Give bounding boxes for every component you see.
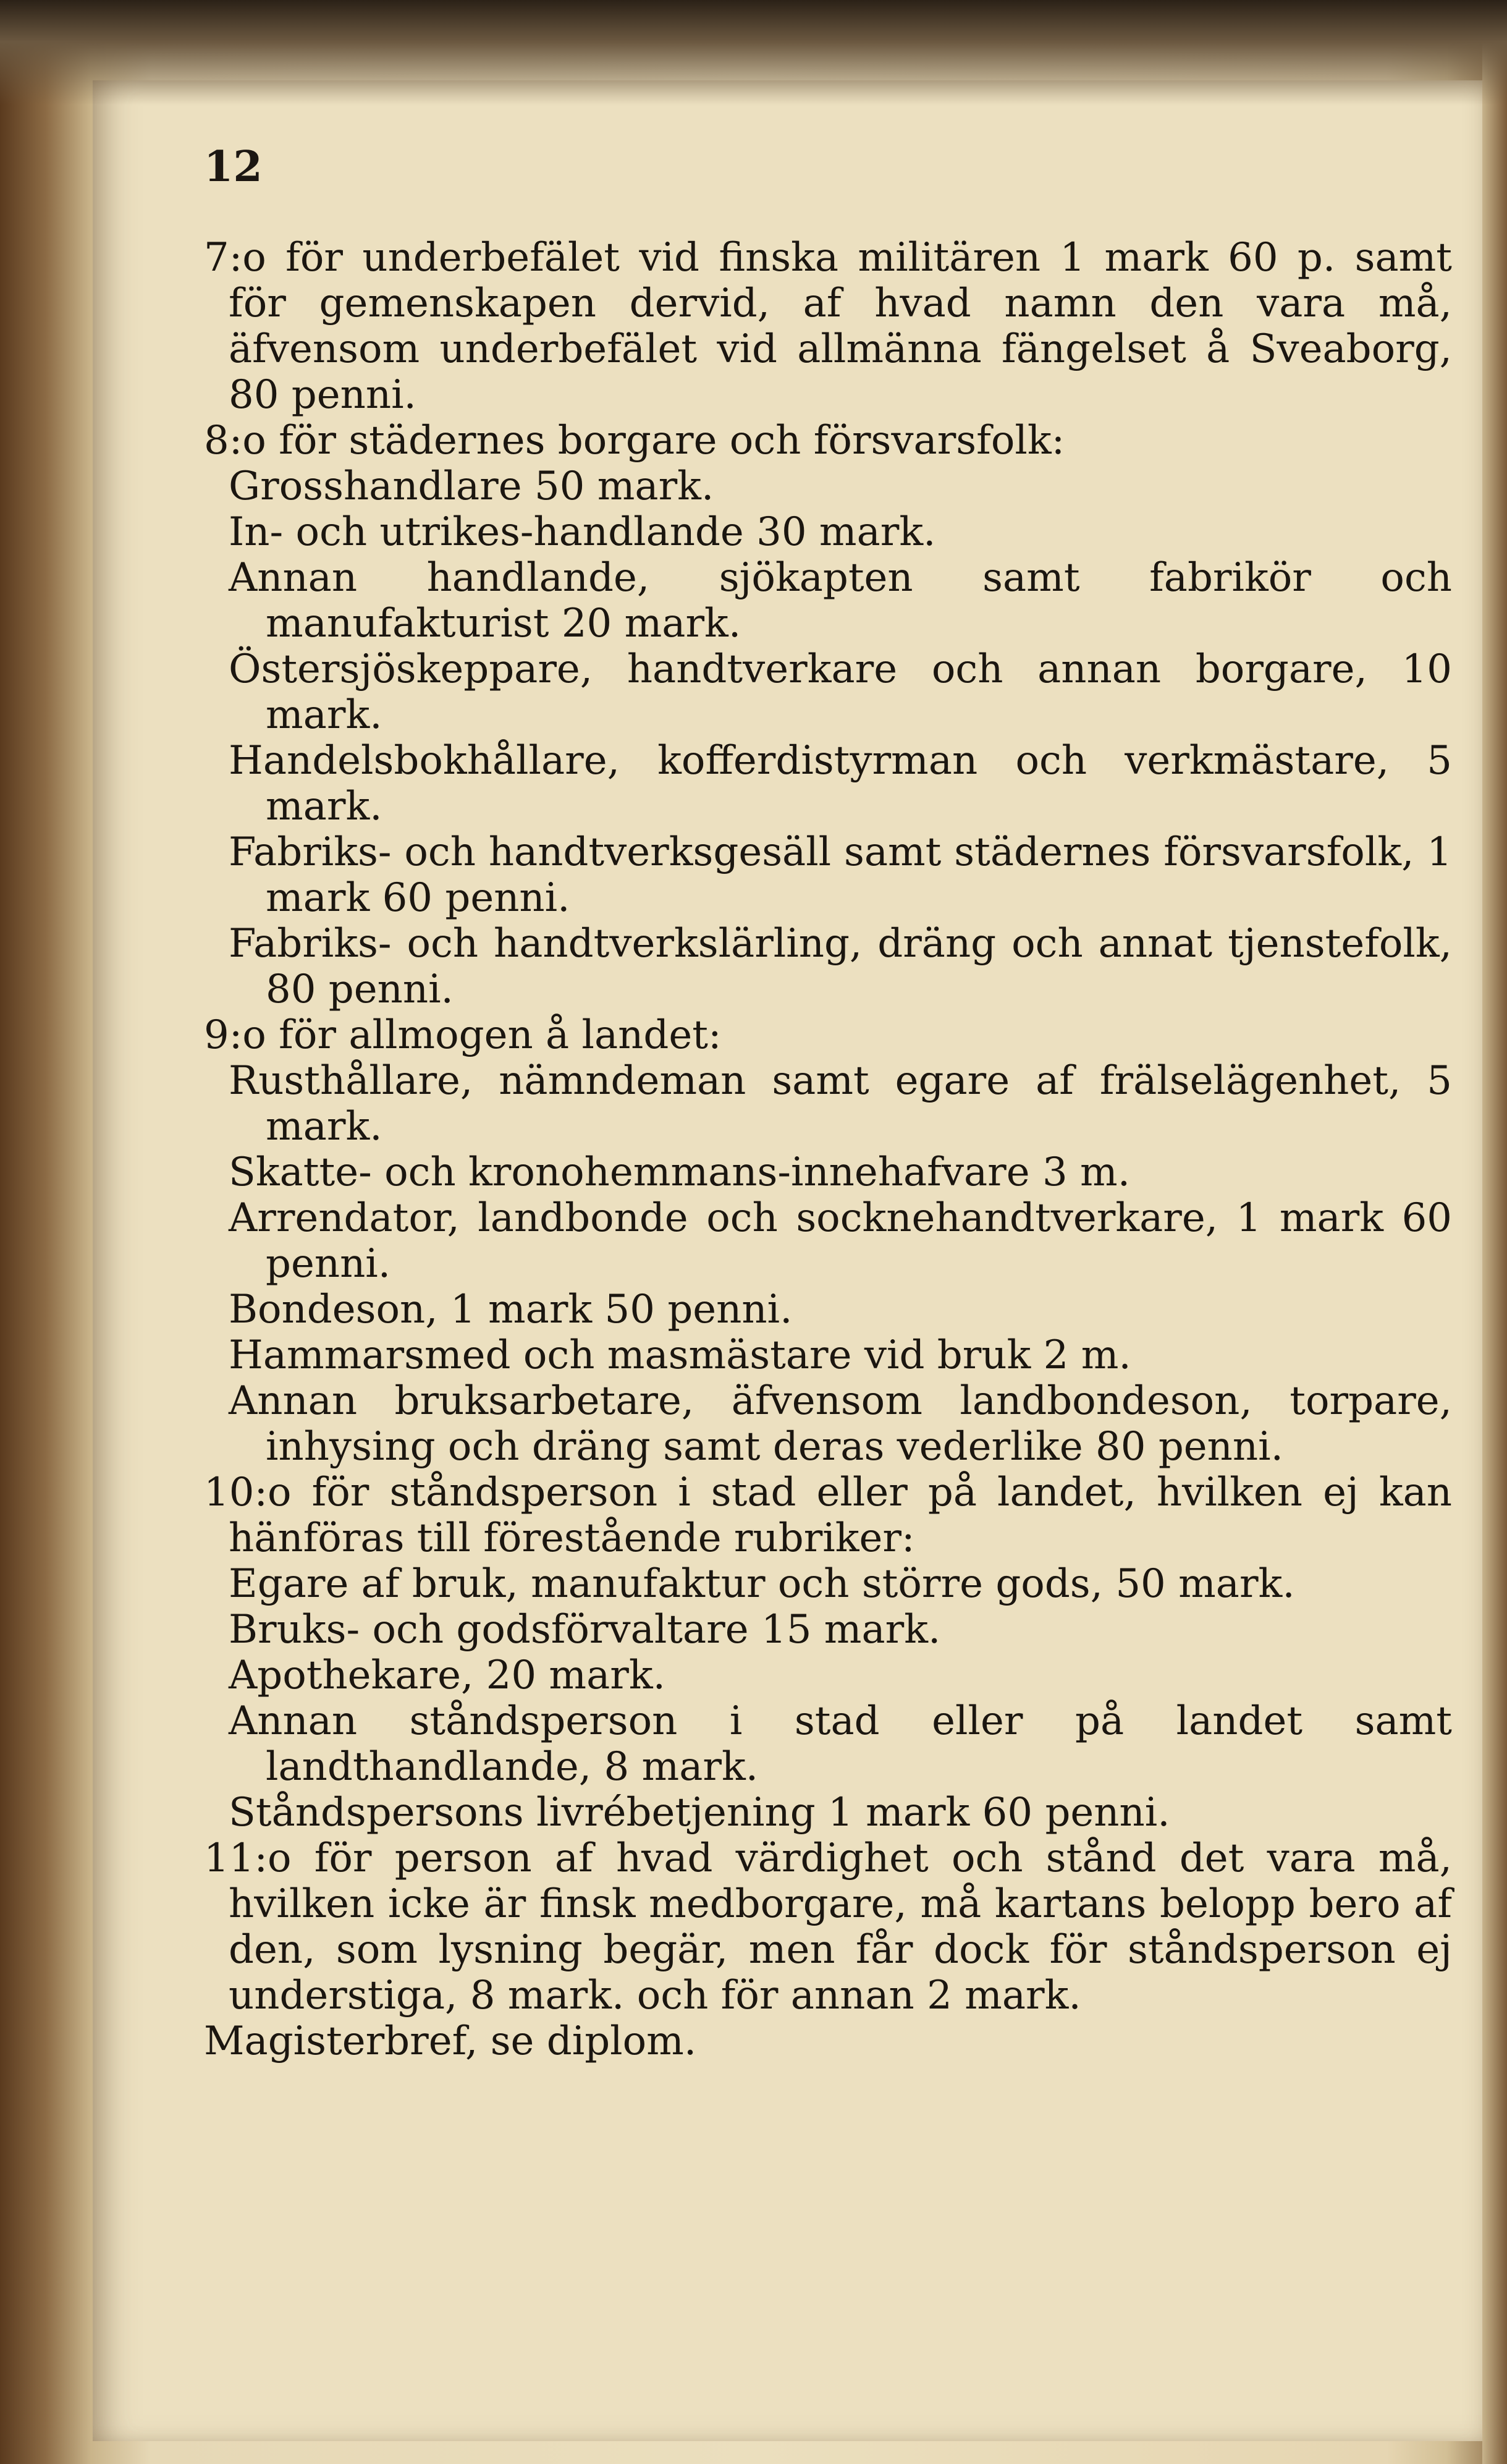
page-edge bbox=[1482, 0, 1507, 2464]
list-item: Hammarsmed och masmästare vid bruk 2 m. bbox=[229, 1332, 1131, 1378]
paragraph-8-heading: 8:o för städernes borgare och försvarsfolk: bbox=[204, 418, 1065, 464]
page-number: 12 bbox=[204, 142, 263, 192]
list-item: Grosshandlare 50 mark. bbox=[229, 464, 714, 509]
cross-reference: Magisterbref, se diplom. bbox=[204, 2018, 697, 2064]
list-item: Handelsbokhållare, kofferdistyrman och verkmästare, 5 mark. bbox=[229, 738, 1452, 829]
list-item: Bruks- och godsförvaltare 15 mark. bbox=[229, 1607, 941, 1653]
list-item: Egare af bruk, manufaktur och större gods, 50 mark. bbox=[229, 1561, 1295, 1607]
top-shadow bbox=[0, 0, 1507, 105]
list-item: Bondeson, 1 mark 50 penni. bbox=[229, 1287, 793, 1332]
list-item: Skatte- och kronohemmans-innehafvare 3 m. bbox=[229, 1149, 1131, 1195]
list-item: In- och utrikes-handlande 30 mark. bbox=[229, 509, 936, 555]
list-item: Fabriks- och handtverksgesäll samt städernes försvarsfolk, 1 mark 60 penni. bbox=[229, 829, 1452, 921]
list-item: Annan bruksarbetare, äfvensom landbondeson, torpare, inhysing och dräng samt deras vederlike 80 penni. bbox=[229, 1378, 1452, 1470]
list-item: Fabriks- och handtverkslärling, dräng och annat tjenstefolk, 80 penni. bbox=[229, 921, 1452, 1012]
list-item: Arrendator, landbonde och socknehandtverkare, 1 mark 60 penni. bbox=[229, 1195, 1452, 1287]
list-item: Rusthållare, nämndeman samt egare af frälselägenhet, 5 mark. bbox=[229, 1058, 1452, 1149]
list-item: Östersjöskeppare, handtverkare och annan borgare, 10 mark. bbox=[229, 646, 1452, 738]
paragraph-9-heading: 9:o för allmogen å landet: bbox=[204, 1012, 722, 1058]
page-text bbox=[204, 235, 1452, 2064]
list-item: Annan handlande, sjökapten samt fabrikör och manufakturist 20 mark. bbox=[229, 555, 1452, 646]
paragraph-7: 7:o för underbefälet vid finska militären 1 mark 60 p. samt för gemenskapen dervid, af hvad namn den vara må, äfvensom underbefälet vid allmänna fängelset å Sveaborg, 80 penni. bbox=[204, 235, 1452, 418]
paragraph-10-heading: 10:o för ståndsperson i stad eller på landet, hvilken ej kan hänföras till förestående rubriker: bbox=[204, 1470, 1452, 1561]
list-item: Annan ståndsperson i stad eller på landet samt landthandlande, 8 mark. bbox=[229, 1698, 1452, 1790]
paragraph-11: 11:o för person af hvad värdighet och stånd det vara må, hvilken icke är finsk medborgare, må kartans belopp bero af den, som lysning begär, men får dock för ståndsperson ej understiga, 8 mark. och för annan 2 mark. bbox=[204, 1835, 1452, 2018]
list-item: Apothekare, 20 mark. bbox=[229, 1653, 665, 1698]
list-item: Ståndspersons livrébetjening 1 mark 60 penni. bbox=[229, 1790, 1170, 1835]
